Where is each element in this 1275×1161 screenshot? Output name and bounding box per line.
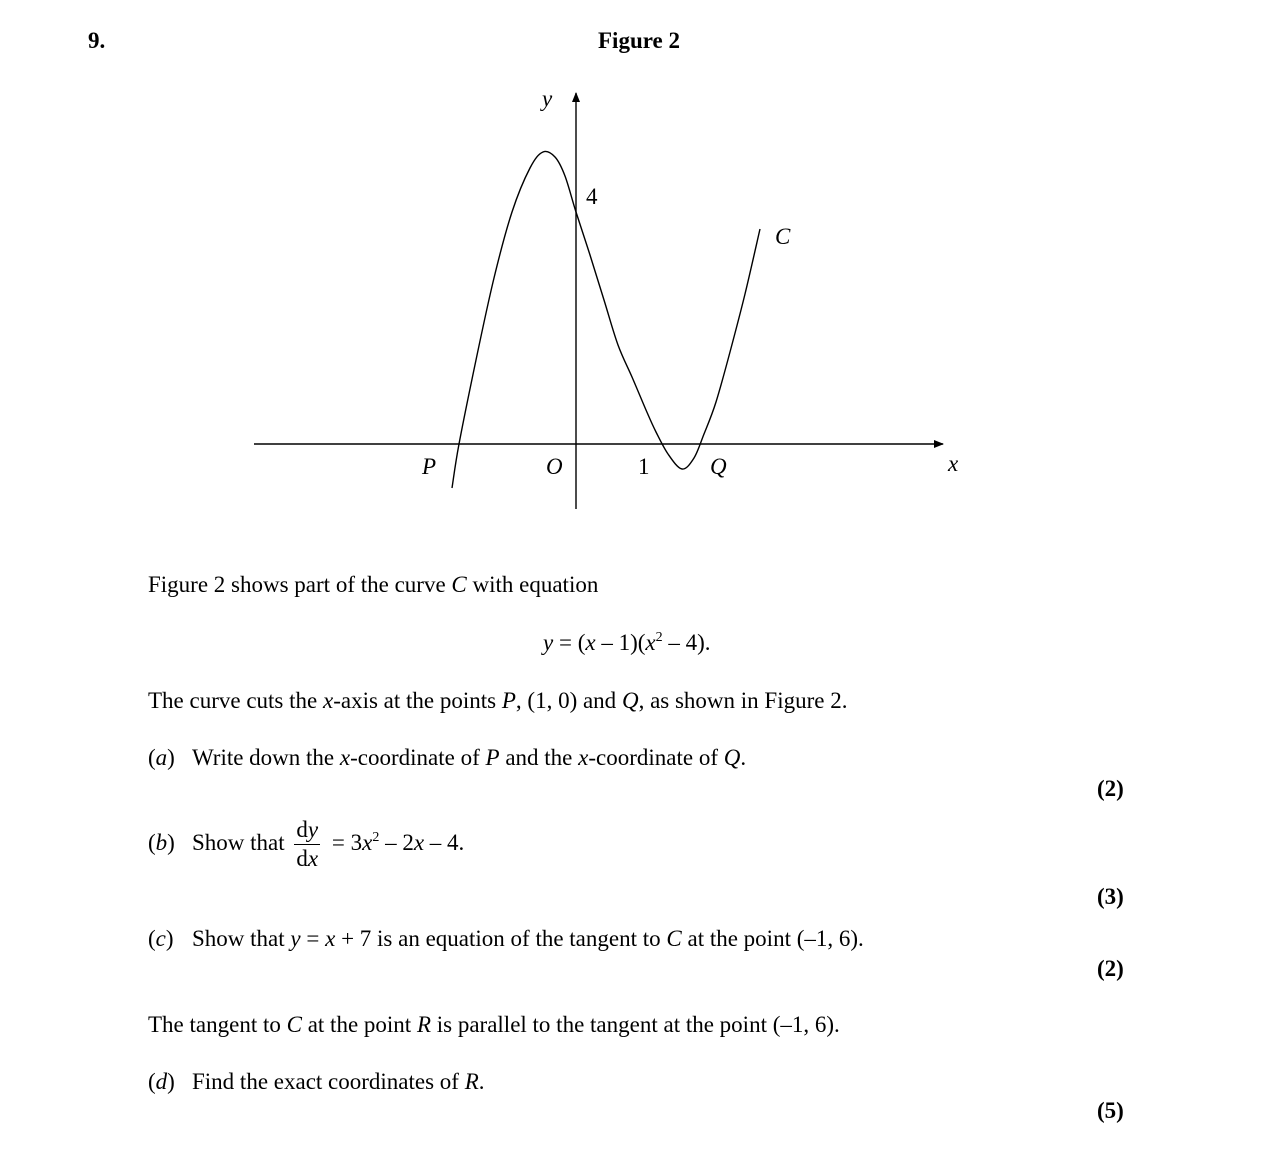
marks-d: (5) [1097,1098,1124,1123]
part-c: (c) Show that y = x + 7 is an equation of the tangent to C at the point (–1, 6). [148,926,864,951]
point-q-label: Q [710,454,727,479]
origin-label: O [546,454,563,479]
curve-label-c: C [775,224,791,249]
intersections-line: The curve cuts the x-axis at the points P, (1, 0) and Q, as shown in Figure 2. [148,688,848,713]
y-axis-label: y [542,86,553,111]
intercept-label-4: 4 [586,184,598,209]
marks-b: (3) [1097,884,1124,909]
curve-equation: $y = (x - 1)(x^2 - 4)$. [543,630,711,655]
figure-title: Figure 2 [598,28,680,53]
part-d: (d) Find the exact coordinates of R. [148,1069,485,1094]
intro-line: Figure 2 shows part of the curve C with equation [148,572,599,597]
question-number: 9. [88,28,106,53]
point-p-label: P [422,454,437,479]
tangent-line: The tangent to C at the point R is parallel to the tangent at the point (–1, 6). [148,1012,840,1037]
marks-c: (2) [1097,956,1124,981]
tick-label-1: 1 [638,454,650,479]
part-b: (b) Show that $\frac{dy}{dx}$ = $3x^2 - 2x - 4$. [148,817,465,872]
marks-a: (2) [1097,776,1124,801]
dy-dx-fraction: $\frac{dy}{dx}$ [296,817,319,872]
figure-2-graph [0,0,1275,560]
x-axis-label: x [948,451,959,476]
curve-c [452,151,760,488]
part-a: (a) Write down the x-coordinate of P and the x-coordinate of Q. [148,745,747,770]
